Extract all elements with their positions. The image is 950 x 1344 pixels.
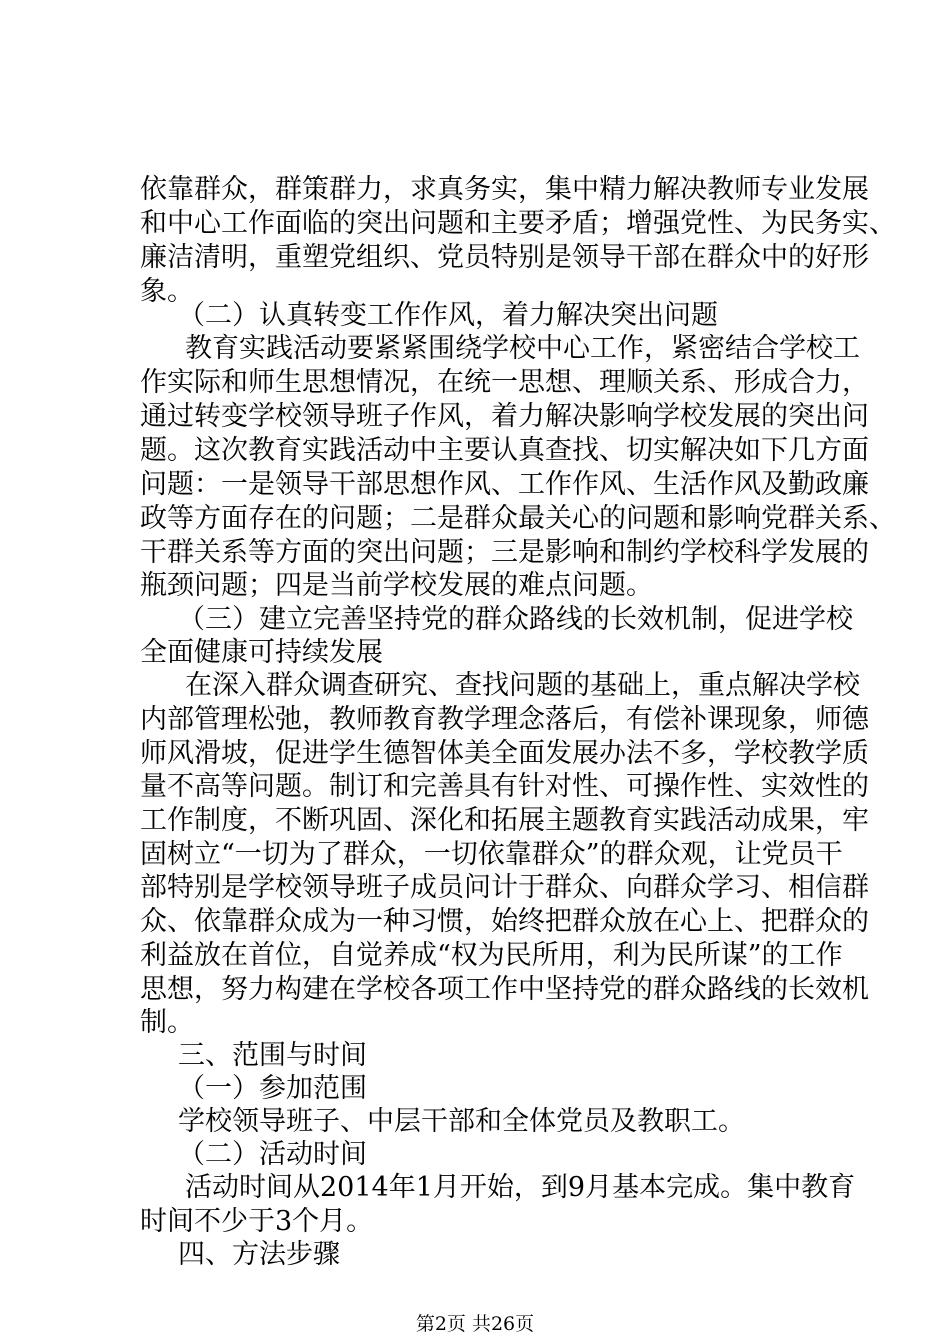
- paragraph-line: 作实际和师生思想情况，在统一思想、理顺关系、形成合力，: [140, 367, 869, 398]
- section-heading: 四、方法步骤: [178, 1239, 340, 1270]
- paragraph-line: 思想，努力构建在学校各项工作中坚持党的群众路线的长效机: [140, 974, 869, 1005]
- page-footer: 第2页 共26页: [415, 1313, 535, 1335]
- paragraph-line: 活动时间从2014年1月开始，到9月基本完成。集中教育: [185, 1172, 856, 1203]
- paragraph-line: 量不高等问题。制订和完善具有针对性、可操作性、实效性的: [140, 771, 869, 802]
- paragraph-line: 干群关系等方面的突出问题；三是影响和制约学校科学发展的: [140, 537, 869, 568]
- paragraph-line: 学校领导班子、中层干部和全体党员及教职工。: [178, 1106, 745, 1137]
- section-heading: 三、范围与时间: [178, 1040, 367, 1071]
- paragraph-line: 通过转变学校领导班子作风，着力解决影响学校发展的突出问: [140, 401, 869, 432]
- section-heading: （二）活动时间: [178, 1139, 367, 1170]
- section-heading: （一）参加范围: [178, 1073, 367, 1104]
- paragraph-line: 题。这次教育实践活动中主要认真查找、切实解决如下几方面: [140, 435, 869, 466]
- paragraph-line: 廉洁清明，重塑党组织、党员特别是领导干部在群众中的好形: [140, 242, 869, 273]
- paragraph-line: 依靠群众，群策群力，求真务实，集中精力解决教师专业发展: [140, 174, 869, 205]
- paragraph-line: 部特别是学校领导班子成员问计于群众、向群众学习、相信群: [140, 872, 869, 903]
- paragraph-line: 问题：一是领导干部思想作风、工作作风、生活作风及勤政廉: [140, 469, 869, 500]
- section-heading: 全面健康可持续发展: [140, 637, 383, 668]
- paragraph-line: 师风滑坡，促进学生德智体美全面发展办法不多，学校教学质: [140, 738, 869, 769]
- paragraph-line: 内部管理松弛，教师教育教学理念落后，有偿补课现象，师德: [140, 704, 869, 735]
- paragraph-line: 象。: [140, 276, 194, 307]
- paragraph-line: 固树立“一切为了群众，一切依靠群众”的群众观，让党员干: [140, 839, 843, 870]
- paragraph-line: 工作制度，不断巩固、深化和拓展主题教育实践活动成果，牢: [140, 805, 869, 836]
- paragraph-line: 时间不少于3个月。: [140, 1206, 374, 1237]
- paragraph-line: 瓶颈问题；四是当前学校发展的难点问题。: [140, 570, 653, 601]
- section-heading: （三）建立完善坚持党的群众路线的长效机制，促进学校: [178, 604, 853, 635]
- paragraph-line: 教育实践活动要紧紧围绕学校中心工作，紧密结合学校工: [185, 333, 860, 364]
- section-heading: （二）认真转变工作作风，着力解决突出问题: [178, 300, 718, 331]
- paragraph-line: 利益放在首位，自觉养成“权为民所用，利为民所谋”的工作: [140, 940, 843, 971]
- paragraph-line: 政等方面存在的问题；二是群众最关心的问题和影响党群关系、: [140, 503, 896, 534]
- paragraph-line: 众、依靠群众成为一种习惯，始终把群众放在心上、把群众的: [140, 906, 869, 937]
- paragraph-line: 和中心工作面临的突出问题和主要矛盾；增强党性、为民务实、: [140, 208, 896, 239]
- paragraph-line: 制。: [140, 1007, 194, 1038]
- paragraph-line: 在深入群众调查研究、查找问题的基础上，重点解决学校: [185, 670, 860, 701]
